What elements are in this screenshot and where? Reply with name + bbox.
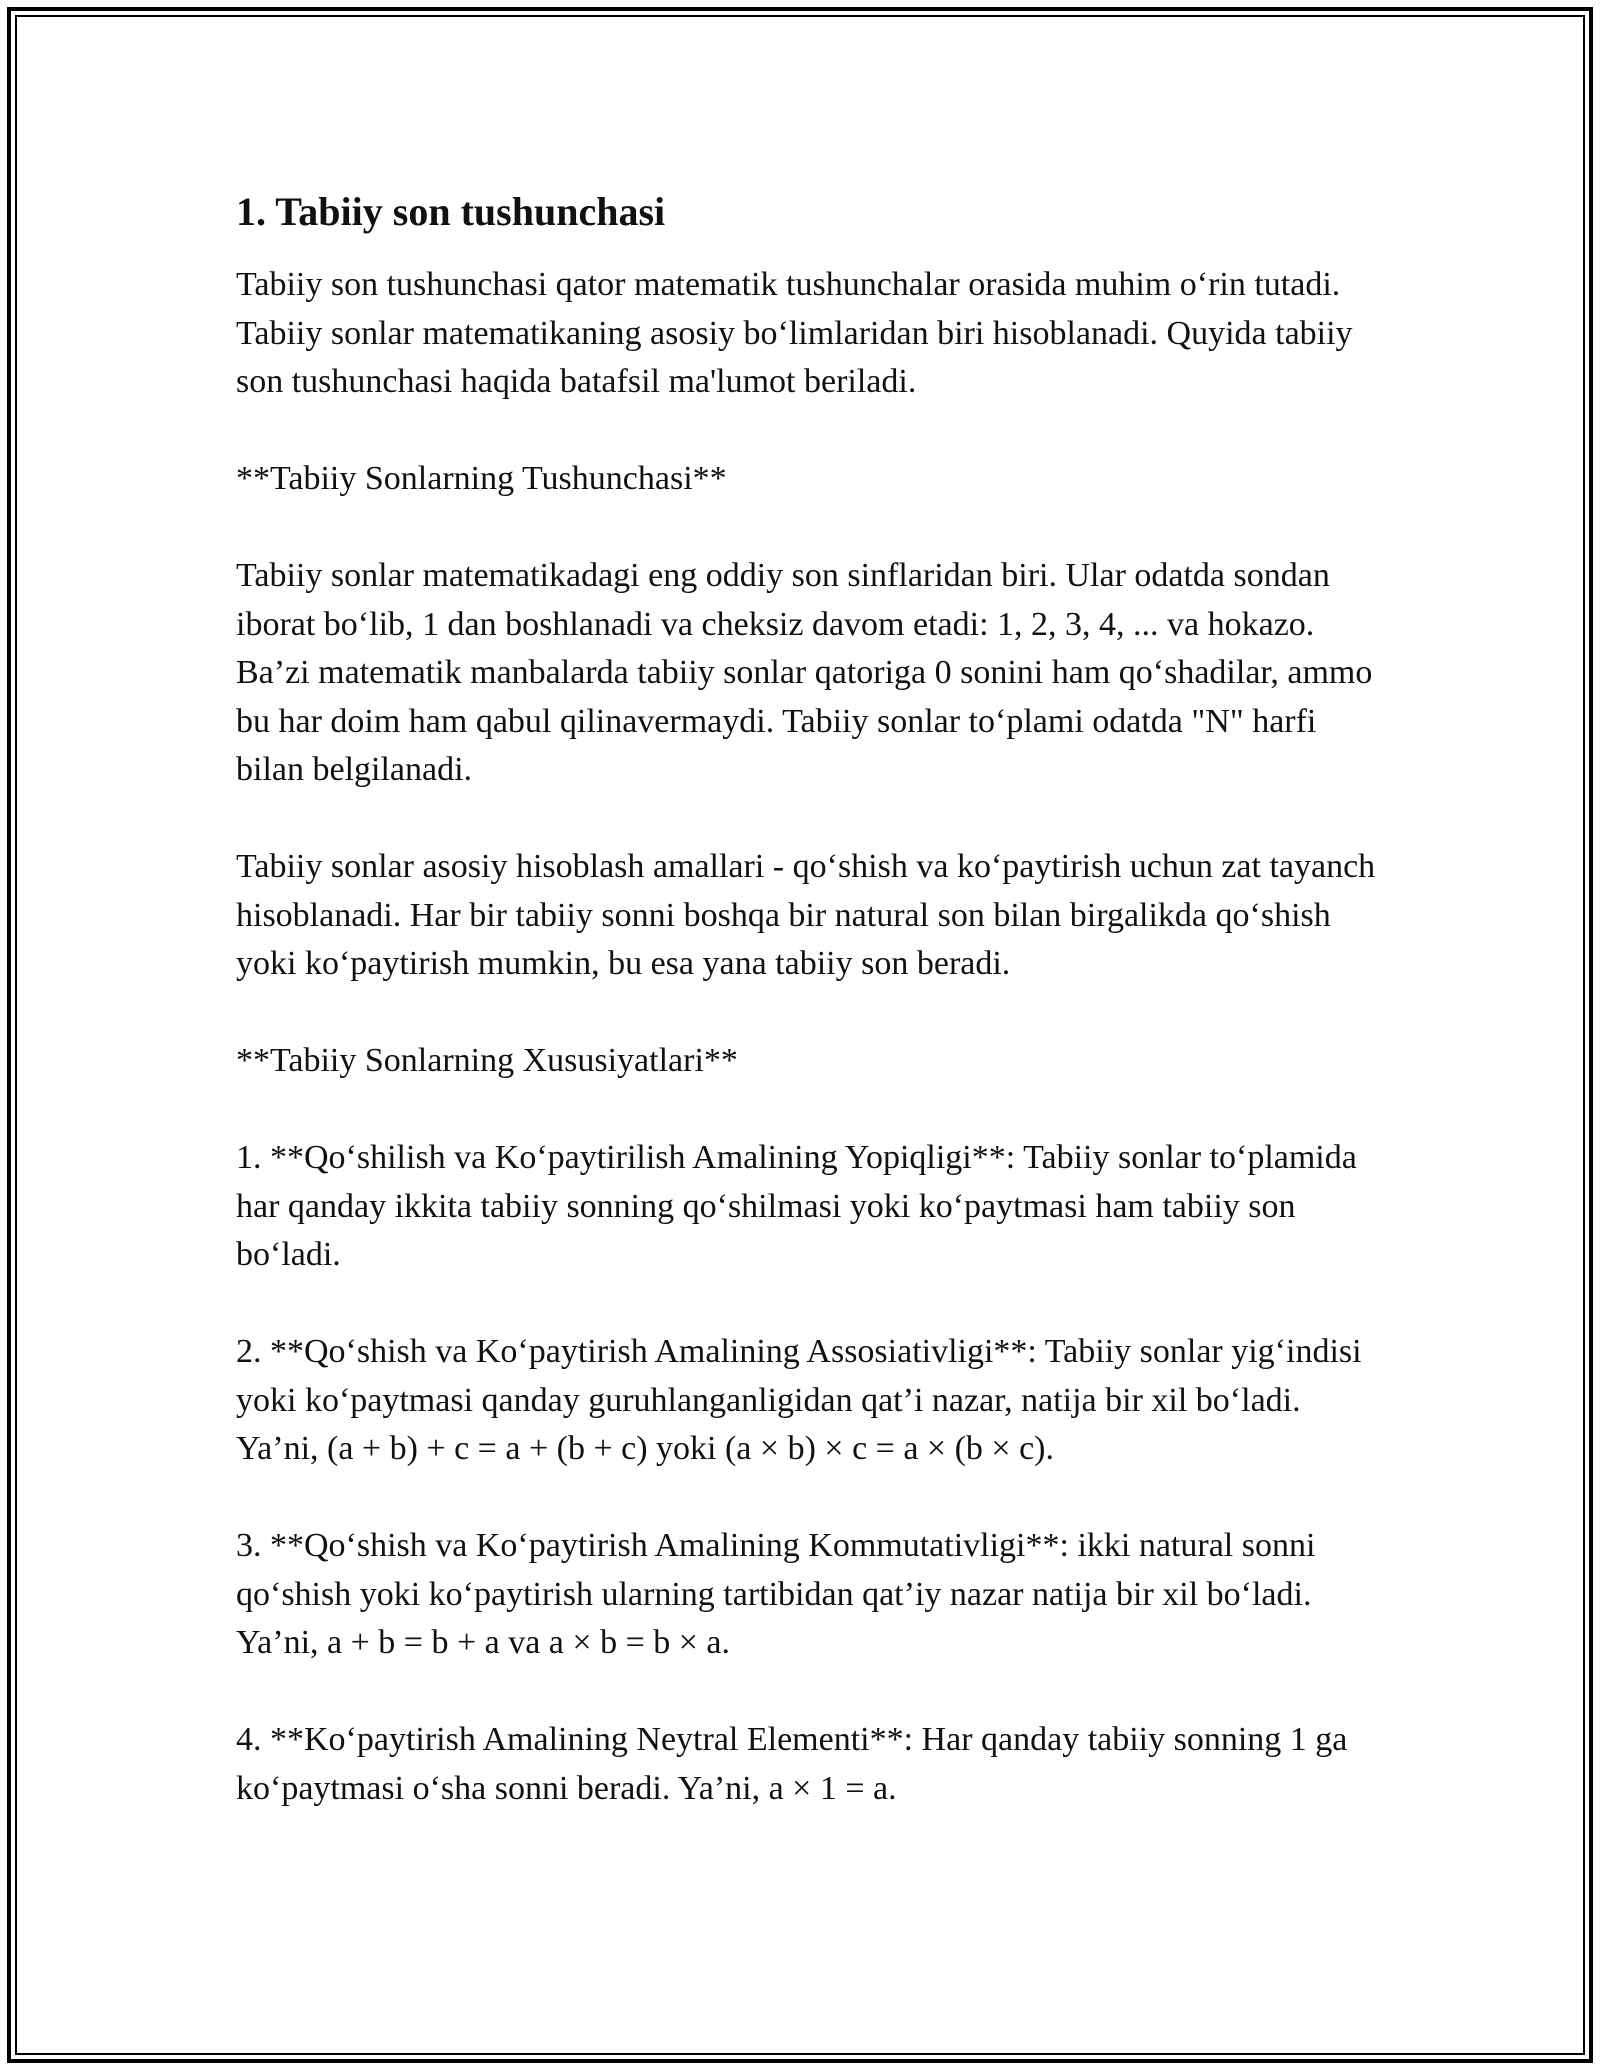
spacer: [236, 1086, 1386, 1135]
property-item-associativity: 2. **Qo‘shish va Ko‘paytirish Amalining Assosiativligi**: Tabiiy sonlar yig‘indisi yoki ko‘paytmasi qanday guruhlanganligidan qat’i nazar, natija bir xil bo‘ladi. Ya’ni, (a + b) + c = a + (b + c) yoki (a × b) × c = a × (b × c).: [236, 1333, 1362, 1467]
property-item-closure: 1. **Qo‘shilish va Ko‘paytirilish Amalining Yopiqligi**: Tabiiy sonlar to‘plamida har qanday ikkita tabiiy sonning qo‘shilmasi yoki ko‘paytmasi ham tabiiy son bo‘ladi.: [236, 1139, 1357, 1273]
spacer: [236, 1474, 1386, 1523]
concept-paragraph-1: Tabiiy sonlar matematikadagi eng oddiy son sinflaridan biri. Ular odatda sondan iborat bo‘lib, 1 dan boshlanadi va cheksiz davom etadi: 1, 2, 3, 4, ... va hokazo. Ba’zi matematik manbalarda tabiiy sonlar qatoriga 0 sonini ham qo‘shadilar, ammo bu har doim ham qabul qilinavermaydi. Tabiiy sonlar to‘plami odatda "N" harfi bilan belgilanadi.: [236, 557, 1373, 788]
property-item-neutral-element: 4. **Ko‘paytirish Amalining Neytral Elementi**: Har qanday tabiiy sonning 1 ga ko‘paytmasi o‘sha sonni beradi. Ya’ni, a × 1 = a.: [236, 1721, 1348, 1807]
document-body: [236, 186, 1386, 1813]
spacer: [236, 989, 1386, 1038]
property-item-commutativity: 3. **Qo‘shish va Ko‘paytirish Amalining Kommutativligi**: ikki natural sonni qo‘shish yoki ko‘paytirish ularning tartibidan qat’iy nazar natija bir xil bo‘ladi. Ya’ni, a + b = b + a va a × b = b × a.: [236, 1527, 1316, 1661]
spacer: [236, 238, 1386, 261]
concept-paragraph-2: Tabiiy sonlar asosiy hisoblash amallari - qo‘shish va ko‘paytirish uchun zat tayanch hisoblanadi. Har bir tabiiy sonni boshqa bir natural son bilan birgalikda qo‘shish yoki ko‘paytirish mumkin, bu esa yana tabiiy son beradi.: [236, 848, 1376, 982]
section-heading-concept: **Tabiiy Sonlarning Tushunchasi**: [236, 460, 727, 497]
spacer: [236, 795, 1386, 844]
section-heading-properties: **Tabiiy Sonlarning Xususiyatlari**: [236, 1042, 738, 1079]
spacer: [236, 1668, 1386, 1717]
spacer: [236, 1280, 1386, 1329]
spacer: [236, 504, 1386, 553]
page-title: 1. Tabiiy son tushunchasi: [236, 189, 666, 234]
intro-paragraph: Tabiiy son tushunchasi qator matematik tushunchalar orasida muhim o‘rin tutadi. Tabiiy sonlar matematikaning asosiy bo‘limlaridan biri hisoblanadi. Quyida tabiiy son tushunchasi haqida batafsil ma'lumot beriladi.: [236, 266, 1353, 400]
spacer: [236, 407, 1386, 456]
